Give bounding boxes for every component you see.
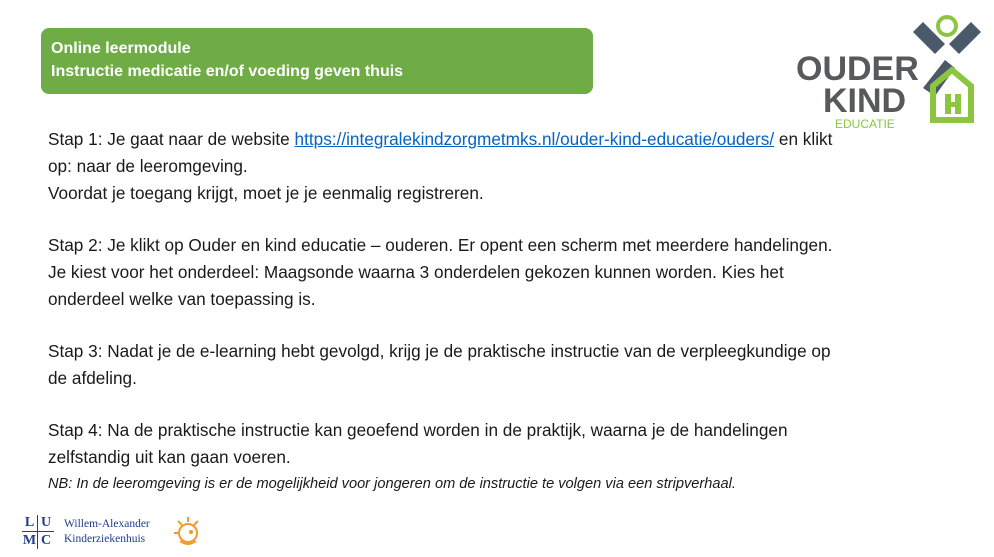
ouder-kind-educatie-logo bbox=[795, 8, 985, 133]
wak-name-line2: Kinderziekenhuis bbox=[64, 533, 146, 545]
instruction-steps bbox=[48, 126, 848, 496]
sun-mascot-icon bbox=[172, 515, 202, 547]
module-title-banner bbox=[41, 28, 593, 94]
step-1-suffix: en klikt op: naar de leeromgeving. bbox=[48, 129, 833, 176]
lumc-letter-l: L bbox=[22, 515, 38, 532]
website-link[interactable]: https://integralekindzorgmetmks.nl/ouder-kind-educatie/ouders/ bbox=[294, 129, 775, 149]
step-3: Stap 3: Nadat je de e-learning hebt gevolgd, krijg je de praktische instructie van de verpleegkundige op de afdeling. bbox=[48, 341, 831, 388]
lumc-letter-u: U bbox=[38, 515, 54, 532]
module-title-line2: Instructie medicatie en/of voeding geven thuis bbox=[51, 63, 404, 80]
lumc-letter-m: M bbox=[22, 532, 37, 548]
logo-word-educatie: EDUCATIE bbox=[835, 117, 895, 131]
note-text: NB: In de leeromgeving is er de mogelijkheid voor jongeren om de instructie te volgen via een stripverhaal. bbox=[48, 476, 736, 492]
lumc-wak-logo bbox=[22, 515, 212, 551]
step-1-line2: Voordat je toegang krijgt, moet je je eenmalig registreren. bbox=[48, 183, 484, 203]
module-title-line1: Online leermodule bbox=[51, 40, 191, 57]
lumc-letter-c: C bbox=[40, 532, 52, 548]
step-4: Stap 4: Na de praktische instructie kan geoefend worden in de praktijk, waarna je de handelingen zelfstandig uit kan gaan voeren. bbox=[48, 420, 788, 467]
lumc-logo bbox=[22, 515, 54, 549]
wak-name-line1: Willem-Alexander bbox=[64, 518, 150, 530]
wak-name bbox=[64, 517, 150, 547]
step-1 bbox=[48, 126, 848, 207]
step-1-prefix: Stap 1: Je gaat naar de website bbox=[48, 129, 295, 149]
logo-word-ouder: OUDER bbox=[796, 50, 919, 88]
logo-word-kind: KIND bbox=[823, 82, 907, 120]
step-2: Stap 2: Je klikt op Ouder en kind educatie – ouderen. Er opent een scherm met meerdere handelingen. Je kiest voor het onderdeel: Maagsonde waarna 3 onderdelen gekozen kunnen worden. Kies het onderdeel welke van toepassing is. bbox=[48, 235, 833, 309]
